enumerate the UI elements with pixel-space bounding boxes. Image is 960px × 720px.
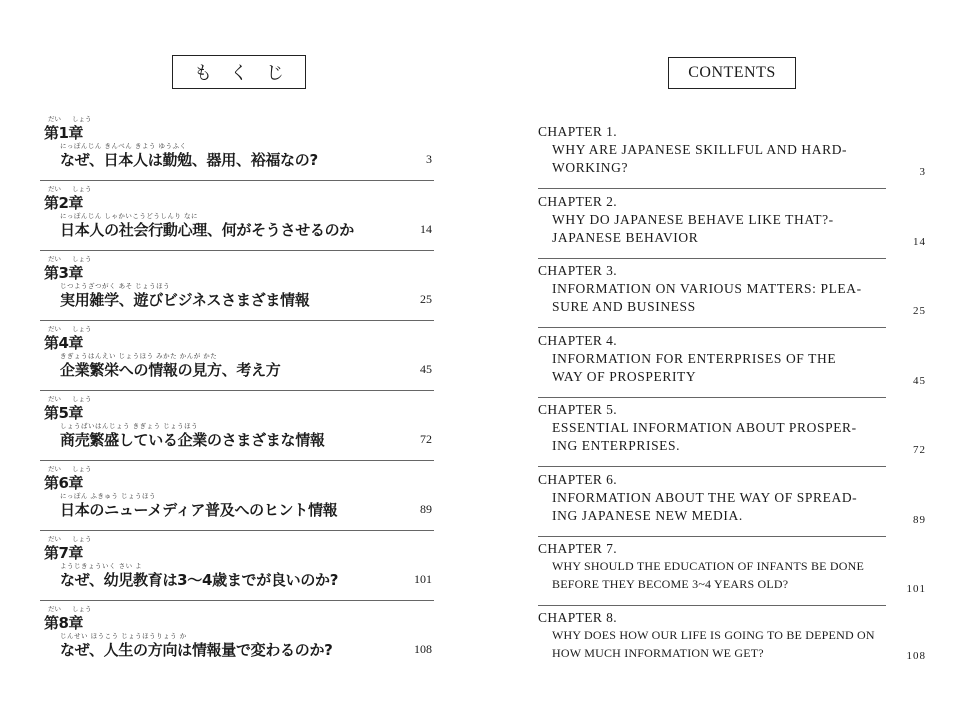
- page-number: 72: [420, 432, 432, 446]
- page-number: 45: [913, 375, 926, 387]
- divider: [538, 397, 886, 398]
- english-contents-page: [480, 0, 960, 720]
- toc-entry-jp-6[interactable]: だい しょう 第6章 にっぽん ふきゅう じょうほう 日本のニューメディア普及へのヒント情報 89: [0, 464, 480, 536]
- chapter-number: CHAPTER 3.: [538, 263, 618, 278]
- toc-entry-jp-2[interactable]: だい しょう 第2章 にっぽんじん しゃかいこうどうしんり なに 日本人の社会行動心理、何がそうさせるのか 14: [0, 184, 480, 256]
- page-number: 101: [414, 572, 432, 586]
- chapter-number: CHAPTER 8.: [538, 610, 618, 625]
- chapter-number: 第6章: [44, 474, 83, 492]
- chapter-title: 日本人の社会行動心理、何がそうさせるのか: [60, 221, 355, 239]
- divider: [40, 530, 434, 531]
- chapter-title-line-2: JAPANESE BEHAVIOR: [552, 230, 699, 245]
- divider: [538, 327, 886, 328]
- chapter-number: CHAPTER 7.: [538, 541, 618, 556]
- chapter-title-line-2: ING ENTERPRISES.: [552, 438, 681, 453]
- chapter-title-line-1: INFORMATION ABOUT THE WAY OF SPREAD-: [552, 490, 858, 505]
- chapter-number: 第1章: [44, 124, 83, 142]
- divider: [538, 258, 886, 259]
- page-number: 25: [420, 292, 432, 306]
- chapter-number: 第7章: [44, 544, 83, 562]
- chapter-title-line-1: WHY ARE JAPANESE SKILLFUL AND HARD-: [552, 142, 848, 157]
- chapter-title-line-2: WORKING?: [552, 160, 629, 175]
- title-ruby: ようじきょういく さい よ: [60, 562, 143, 570]
- chapter-number: 第3章: [44, 264, 83, 282]
- chapter-title: なぜ、日本人は勤勉、器用、裕福なの?: [60, 151, 318, 169]
- title-ruby: きぎょうはんえい じょうほう みかた かんが かた: [60, 352, 218, 360]
- chapter-title: なぜ、幼児教育は3〜4歳までが良いのか?: [60, 571, 339, 589]
- page-number: 72: [913, 444, 926, 456]
- toc-entry-jp-7[interactable]: だい しょう 第7章 ようじきょういく さい よ なぜ、幼児教育は3〜4歳までが良いのか? 101: [0, 534, 480, 606]
- page-number: 14: [420, 222, 432, 236]
- title-ruby: にっぽん ふきゅう じょうほう: [60, 492, 157, 500]
- divider: [40, 180, 434, 181]
- page-number: 89: [420, 502, 432, 516]
- chapter-number: 第5章: [44, 404, 83, 422]
- chapter-number: CHAPTER 2.: [538, 194, 618, 209]
- toc-entry-jp-3[interactable]: だい しょう 第3章 じつようざつがく あそ じょうほう 実用雑学、遊びビジネスさまざま情報 25: [0, 254, 480, 326]
- chapter-number: CHAPTER 4.: [538, 333, 618, 348]
- chapter-title-line-1: INFORMATION FOR ENTERPRISES OF THE: [552, 351, 837, 366]
- title-ruby: じつようざつがく あそ じょうほう: [60, 282, 171, 290]
- chapter-title: 日本のニューメディア普及へのヒント情報: [60, 501, 338, 519]
- chapter-number: CHAPTER 6.: [538, 472, 618, 487]
- divider: [40, 460, 434, 461]
- divider: [538, 466, 886, 467]
- contents-heading-jp: もくじ: [194, 63, 302, 84]
- page-number: 25: [913, 305, 926, 317]
- page-number: 3: [919, 166, 926, 178]
- divider: [538, 536, 886, 537]
- title-ruby: にっぽんじん きんべん きよう ゆうふく: [60, 142, 187, 150]
- chapter-number: CHAPTER 1.: [538, 124, 618, 139]
- page-number: 45: [420, 362, 432, 376]
- page-number: 89: [913, 514, 926, 526]
- divider: [538, 605, 886, 606]
- contents-heading-en: CONTENTS: [688, 64, 776, 81]
- toc-entry-jp-8[interactable]: だい しょう 第8章 じんせい ほうこう じょうほうりょう か なぜ、人生の方向は情報量で変わるのか? 108: [44, 605, 432, 659]
- contents-heading-box-en: [668, 57, 796, 89]
- toc-entry-jp-4[interactable]: だい しょう 第4章 きぎょうはんえい じょうほう みかた かんが かた 企業繁栄への情報の見方、考え方 45: [0, 324, 480, 396]
- chapter-title: 商売繁盛している企業のさまざまな情報: [60, 431, 325, 449]
- chapter-title: 実用雑学、遊びビジネスさまざま情報: [60, 291, 310, 309]
- chapter-title: 企業繁栄への情報の見方、考え方: [60, 361, 281, 379]
- chapter-number: 第4章: [44, 334, 83, 352]
- divider: [40, 390, 434, 391]
- chapter-number: CHAPTER 5.: [538, 402, 618, 417]
- chapter-title-line-1: WHY SHOULD THE EDUCATION OF INFANTS BE DONE: [552, 559, 865, 573]
- title-ruby: じんせい ほうこう じょうほうりょう か: [60, 632, 187, 640]
- title-ruby: しょうばいはんじょう きぎょう じょうほう: [60, 422, 199, 430]
- divider: [40, 250, 434, 251]
- chapter-title-line-2: ING JAPANESE NEW MEDIA.: [552, 508, 743, 523]
- chapter-title-line-2: WAY OF PROSPERITY: [552, 369, 697, 384]
- page-number: 3: [426, 152, 432, 166]
- divider: [40, 600, 434, 601]
- chapter-title-line-2: BEFORE THEY BECOME 3~4 YEARS OLD?: [552, 577, 789, 591]
- chapter-title: なぜ、人生の方向は情報量で変わるのか?: [60, 641, 333, 659]
- chapter-title-line-2: SURE AND BUSINESS: [552, 299, 696, 314]
- chapter-title-line-1: INFORMATION ON VARIOUS MATTERS: PLEA-: [552, 281, 862, 296]
- chapter-number: 第2章: [44, 194, 83, 212]
- toc-entry-jp-1[interactable]: だい しょう 第1章 にっぽんじん きんべん きよう ゆうふく なぜ、日本人は勤勉、器用、裕福なの? 3: [0, 114, 480, 186]
- page-number: 108: [906, 650, 926, 662]
- page-number: 108: [414, 642, 432, 656]
- title-ruby: にっぽんじん しゃかいこうどうしんり なに: [60, 212, 199, 220]
- contents-heading-box-jp: [172, 55, 306, 89]
- divider: [40, 320, 434, 321]
- page-number: 14: [913, 236, 926, 248]
- chapter-title-line-1: ESSENTIAL INFORMATION ABOUT PROSPER-: [552, 420, 857, 435]
- page-number: 101: [906, 583, 926, 595]
- toc-entry-jp-5[interactable]: だい しょう 第5章 しょうばいはんじょう きぎょう じょうほう 商売繁盛している企業のさまざまな情報 72: [0, 394, 480, 466]
- chapter-title-line-2: HOW MUCH INFORMATION WE GET?: [552, 646, 764, 660]
- chapter-title-line-1: WHY DOES HOW OUR LIFE IS GOING TO BE DEPEND ON: [552, 628, 875, 642]
- divider: [538, 188, 886, 189]
- chapter-title-line-1: WHY DO JAPANESE BEHAVE LIKE THAT?-: [552, 212, 834, 227]
- chapter-number: 第8章: [44, 614, 83, 632]
